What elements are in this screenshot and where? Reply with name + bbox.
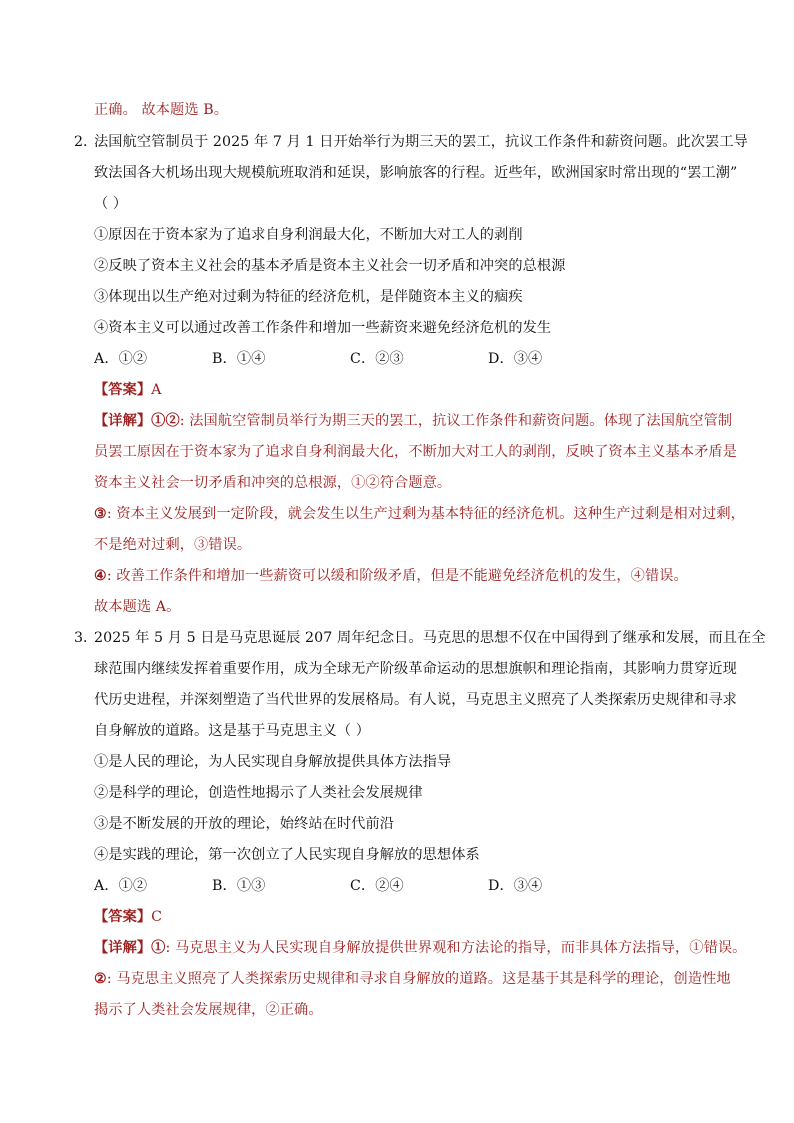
- q2-detail-line-6: [94, 566, 734, 586]
- q3-statement-2: ②是科学的理论，创造性地揭示了人类社会发展规律: [94, 785, 423, 801]
- q2-stem-line-2: 致法国各大机场出现大规模航班取消和延误，影响旅客的行程。近些年，欧洲国家时常出现的“罢工潮”: [94, 165, 738, 181]
- q2-detail-mark-6: ④: [94, 568, 107, 584]
- q2-detail-line-3: 资本主义社会一切矛盾和冲突的总根源，①②符合题意。: [94, 475, 452, 491]
- q3-option-c[interactable]: C．②④: [350, 878, 404, 894]
- q2-answer-label: 【答案】: [94, 382, 152, 398]
- q2-detail-text-6: : 改善工作条件和增加一些薪资可以缓和阶级矛盾，但是不能避免经济危机的发生，④错误。: [106, 568, 688, 584]
- q2-statement-1: ①原因在于资本家为了追求自身利润最大化，不断加大对工人的剥削: [94, 227, 523, 243]
- q3-statement-3: ③是不断发展的开放的理论，始终站在时代前沿: [94, 816, 395, 832]
- q3-detail-line-3: 揭示了人类社会发展规律，②正确。: [94, 1002, 323, 1018]
- q2-statement-2: ②反映了资本主义社会的基本矛盾是资本主义社会一切矛盾和冲突的总根源: [94, 258, 566, 274]
- q2-option-c[interactable]: C．②③: [350, 351, 404, 367]
- q3-detail-text-2: : 马克思主义照亮了人类探索历史规律和寻求自身解放的道路。这是基于其是科学的理论，创造性地: [106, 971, 731, 987]
- q2-statement-3: ③体现出以生产绝对过剩为特征的经济危机，是伴随资本主义的痼疾: [94, 289, 523, 305]
- q3-stem-line-3: 代历史进程，并深刻塑造了当代世界的发展格局。有人说，马克思主义照亮了人类探索历史规律和寻求: [94, 692, 737, 708]
- q3-statement-4: ④是实践的理论，第一次创立了人民实现自身解放的思想体系: [94, 847, 480, 863]
- q2-option-a[interactable]: A．①②: [94, 351, 148, 367]
- q2-detail-text-1: : 法国航空管制员举行为期三天的罢工，抗议工作条件和薪资问题。体现了法国航空管制: [179, 413, 733, 429]
- q3-detail-line-2: [94, 969, 734, 989]
- q3-answer-label: 【答案】: [94, 909, 152, 925]
- q2-option-b[interactable]: B．①④: [212, 351, 266, 367]
- q2-detail-line-2: 员罢工原因在于资本家为了追求自身利润最大化，不断加大对工人的剥削，反映了资本主义基本矛盾是: [94, 444, 737, 460]
- q3-number: 3．: [74, 630, 98, 646]
- q3-statement-1: ①是人民的理论，为人民实现自身解放提供具体方法指导: [94, 754, 452, 770]
- q2-detail-line-4: [94, 504, 745, 524]
- q3-detail-mark-2: ②: [94, 971, 107, 987]
- q1-conclusion: 正确。 故本题选 B。: [94, 102, 229, 118]
- q2-detail-mark-1: ①②: [151, 413, 180, 429]
- q2-options: [94, 349, 734, 369]
- q3-stem-line-2: 球范围内继续发挥着重要作用，成为全球无产阶级革命运动的思想旗帜和理论指南，其影响力贯穿近现: [94, 661, 737, 677]
- q2-number: 2．: [74, 134, 98, 150]
- q3-answer-value: C: [151, 909, 163, 925]
- q2-detail-label: 【详解】: [94, 413, 152, 429]
- q2-detail-line-5: 不是绝对过剩，③错误。: [94, 537, 252, 553]
- q2-stem-line-1: 法国航空管制员于 2025 年 7 月 1 日开始举行为期三天的罢工，抗议工作条件和薪资问题。此次罢工导: [94, 134, 748, 150]
- q3-detail-mark-1: ①: [151, 940, 166, 956]
- q3-answer: [94, 907, 734, 927]
- q3-stem-line-1: 2025 年 5 月 5 日是马克思诞辰 207 周年纪念日。马克思的思想不仅在中国得到了继承和发展，而且在全: [94, 630, 766, 646]
- q2-answer: [94, 380, 734, 400]
- q2-answer-value: A: [151, 382, 162, 398]
- q3-detail-label: 【详解】: [94, 940, 152, 956]
- q3-detail-line-1: [94, 938, 747, 958]
- q2-detail-text-4: : 资本主义发展到一定阶段，就会发生以生产过剩为基本特征的经济危机。这种生产过剩是相对过剩，: [106, 506, 745, 522]
- q2-option-d[interactable]: D．③④: [488, 351, 543, 367]
- q3-detail-text-1: : 马克思主义为人民实现自身解放提供世界观和方法论的指导，而非具体方法指导，①错误。: [165, 940, 747, 956]
- q2-conclusion: 故本题选 A。: [94, 599, 181, 615]
- q2-statement-4: ④资本主义可以通过改善工作条件和增加一些薪资来避免经济危机的发生: [94, 320, 552, 336]
- q3-option-d[interactable]: D．③④: [488, 878, 543, 894]
- q3-option-b[interactable]: B．①③: [212, 878, 266, 894]
- q2-detail-line-1: [94, 411, 734, 431]
- q3-stem-line-4: 自身解放的道路。这是基于马克思主义（ ）: [94, 723, 371, 739]
- q2-stem-line-3: （ ）: [94, 196, 128, 212]
- q3-options: [94, 876, 734, 896]
- q2-detail-mark-4: ③: [94, 506, 107, 522]
- q3-option-a[interactable]: A．①②: [94, 878, 148, 894]
